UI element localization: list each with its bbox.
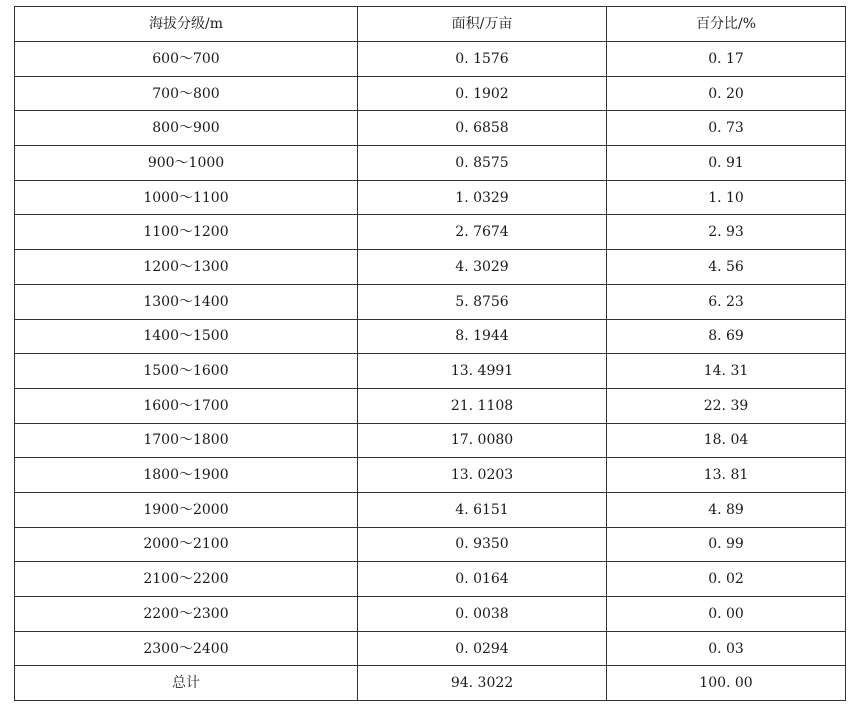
cell-elevation: 1000～1100	[15, 180, 358, 215]
cell-area: 0. 6858	[358, 111, 607, 146]
cell-area: 4. 3029	[358, 250, 607, 285]
table-row	[15, 284, 846, 319]
cell-elevation: 1700～1800	[15, 423, 358, 458]
cell-percent: 0. 03	[607, 631, 846, 666]
cell-percent: 0. 20	[607, 76, 846, 111]
table-row	[15, 250, 846, 285]
cell-elevation: 1100～1200	[15, 215, 358, 250]
table-row	[15, 423, 846, 458]
cell-percent: 0. 73	[607, 111, 846, 146]
header-area: 面积/万亩	[358, 7, 607, 42]
table-row	[15, 215, 846, 250]
cell-elevation: 800～900	[15, 111, 358, 146]
cell-percent: 18. 04	[607, 423, 846, 458]
cell-percent: 1. 10	[607, 180, 846, 215]
table-row	[15, 42, 846, 77]
table-row	[15, 146, 846, 181]
cell-area: 13. 0203	[358, 458, 607, 493]
cell-area: 0. 0038	[358, 597, 607, 632]
cell-percent: 0. 99	[607, 527, 846, 562]
table-row	[15, 354, 846, 389]
table-row	[15, 388, 846, 423]
table-row	[15, 562, 846, 597]
cell-elevation: 总计	[15, 666, 358, 701]
cell-percent: 22. 39	[607, 388, 846, 423]
header-elevation: 海拔分级/m	[15, 7, 358, 42]
cell-elevation: 1300～1400	[15, 284, 358, 319]
total-row	[15, 666, 846, 701]
cell-area: 17. 0080	[358, 423, 607, 458]
cell-elevation: 1400～1500	[15, 319, 358, 354]
elevation-area-table	[14, 6, 846, 701]
cell-percent: 0. 91	[607, 146, 846, 181]
table-row	[15, 597, 846, 632]
cell-percent: 0. 17	[607, 42, 846, 77]
table-row	[15, 492, 846, 527]
cell-area: 13. 4991	[358, 354, 607, 389]
cell-elevation: 1200～1300	[15, 250, 358, 285]
table-row	[15, 631, 846, 666]
table-row	[15, 76, 846, 111]
table-header	[15, 7, 846, 42]
cell-percent: 14. 31	[607, 354, 846, 389]
cell-area: 0. 1576	[358, 42, 607, 77]
table-row	[15, 180, 846, 215]
cell-area: 2. 7674	[358, 215, 607, 250]
table-row	[15, 111, 846, 146]
cell-area: 1. 0329	[358, 180, 607, 215]
cell-percent: 0. 02	[607, 562, 846, 597]
cell-area: 0. 0294	[358, 631, 607, 666]
cell-percent: 0. 00	[607, 597, 846, 632]
cell-elevation: 1500～1600	[15, 354, 358, 389]
table-row	[15, 458, 846, 493]
header-row	[15, 7, 846, 42]
cell-percent: 6. 23	[607, 284, 846, 319]
cell-area: 5. 8756	[358, 284, 607, 319]
cell-percent: 4. 89	[607, 492, 846, 527]
cell-percent: 100. 00	[607, 666, 846, 701]
cell-area: 0. 1902	[358, 76, 607, 111]
cell-area: 94. 3022	[358, 666, 607, 701]
cell-area: 4. 6151	[358, 492, 607, 527]
cell-elevation: 2200～2300	[15, 597, 358, 632]
cell-area: 21. 1108	[358, 388, 607, 423]
cell-percent: 8. 69	[607, 319, 846, 354]
cell-elevation: 2000～2100	[15, 527, 358, 562]
cell-area: 8. 1944	[358, 319, 607, 354]
header-percent: 百分比/%	[607, 7, 846, 42]
cell-elevation: 900～1000	[15, 146, 358, 181]
table-body	[15, 42, 846, 701]
cell-percent: 2. 93	[607, 215, 846, 250]
table-row	[15, 319, 846, 354]
cell-elevation: 2300～2400	[15, 631, 358, 666]
cell-elevation: 1600～1700	[15, 388, 358, 423]
cell-percent: 4. 56	[607, 250, 846, 285]
cell-elevation: 700～800	[15, 76, 358, 111]
cell-area: 0. 9350	[358, 527, 607, 562]
cell-elevation: 2100～2200	[15, 562, 358, 597]
table-row	[15, 527, 846, 562]
cell-elevation: 1800～1900	[15, 458, 358, 493]
cell-elevation: 1900～2000	[15, 492, 358, 527]
cell-elevation: 600～700	[15, 42, 358, 77]
cell-percent: 13. 81	[607, 458, 846, 493]
cell-area: 0. 8575	[358, 146, 607, 181]
cell-area: 0. 0164	[358, 562, 607, 597]
